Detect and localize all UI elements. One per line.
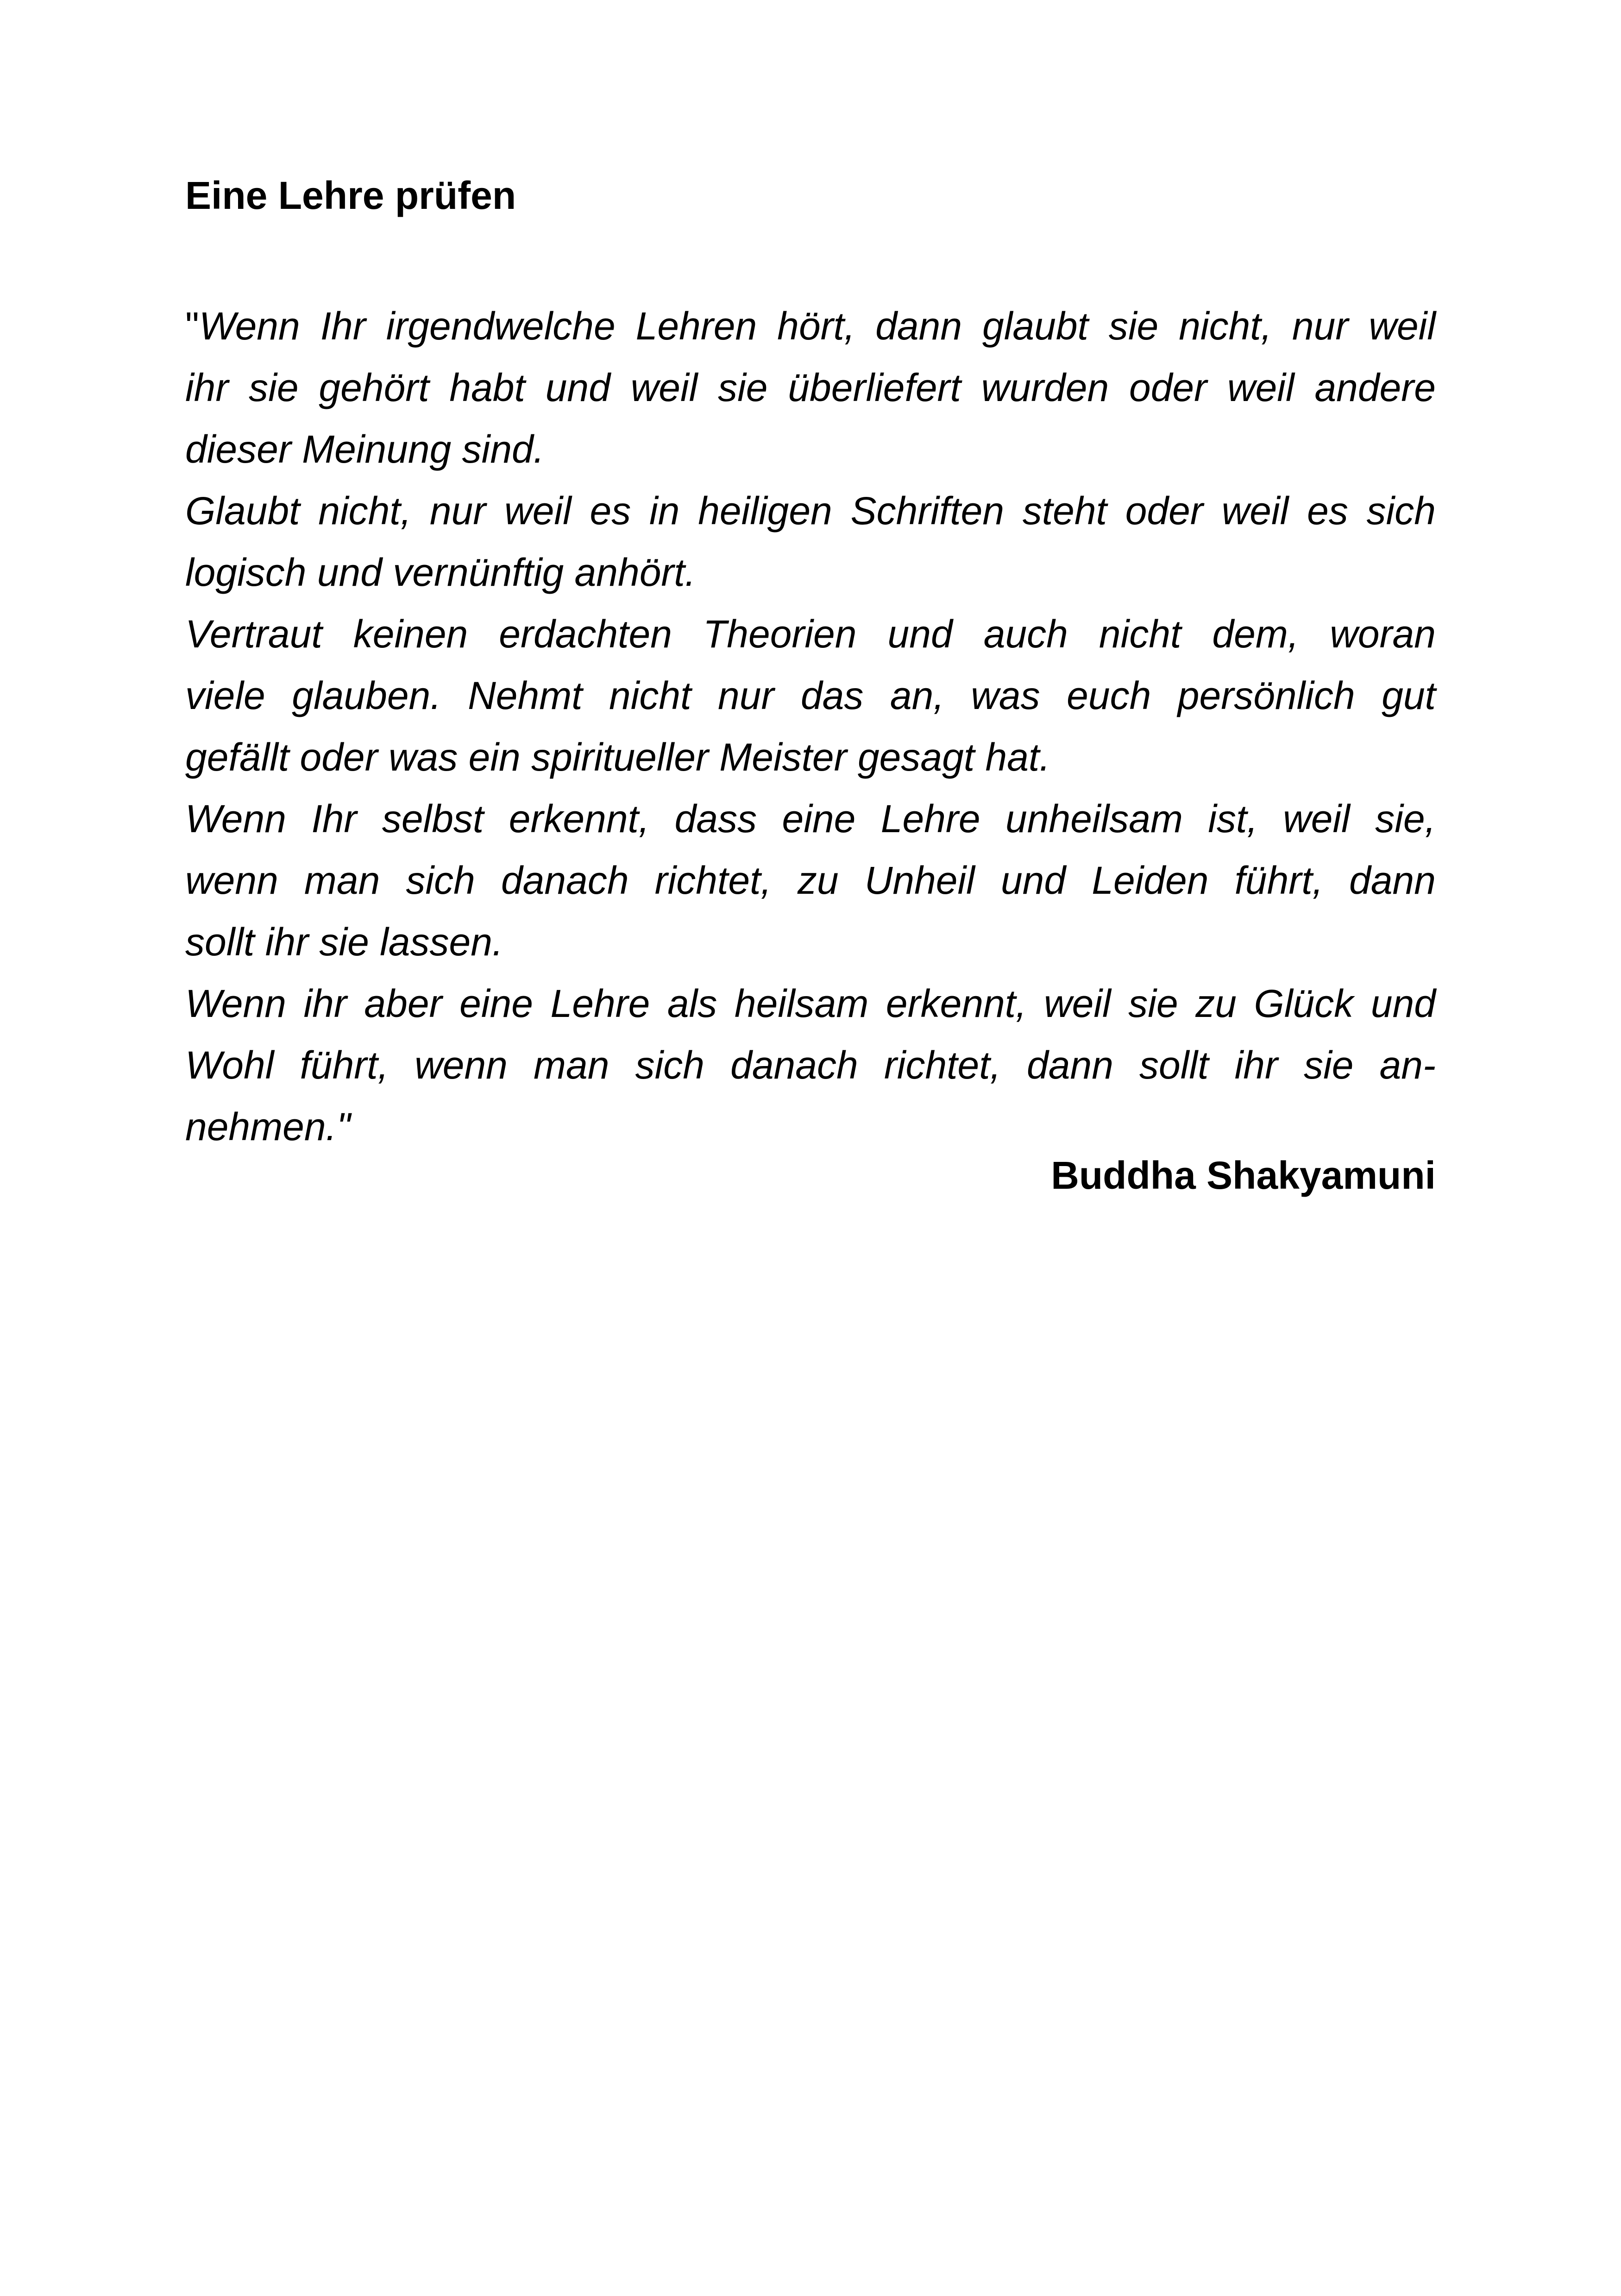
quote-line: ihr sie gehört habt und weil sie überliefert wurden oder weil andere — [185, 366, 1436, 409]
quote-author: Buddha Shakyamuni — [1051, 1154, 1436, 1197]
quote-line — [185, 295, 1436, 357]
quote-line: sollt ihr sie lassen. — [185, 920, 503, 964]
quote-line: dieser Meinung sind. — [185, 427, 545, 471]
document-title: Eine Lehre prüfen — [185, 174, 516, 217]
quote-line-text: Wenn Ihr irgendwelche Lehren hört, dann glaubt sie nicht, nur weil — [199, 304, 1436, 348]
quote-line: Glaubt nicht, nur weil es in heiligen Schriften steht oder weil es sich — [185, 489, 1436, 533]
quote-line: Wohl führt, wenn man sich danach richtet, dann sollt ihr sie an- — [185, 1043, 1436, 1087]
quote-line: Wenn Ihr selbst erkennt, dass eine Lehre unheilsam ist, weil sie, — [185, 797, 1436, 841]
quote-line: viele glauben. Nehmt nicht nur das an, was euch persönlich gut — [185, 674, 1436, 717]
quote-line: Vertraut keinen erdachten Theorien und auch nicht dem, woran — [185, 612, 1436, 656]
quote-line: wenn man sich danach richtet, zu Unheil und Leiden führt, dann — [185, 859, 1436, 902]
quote-line: gefällt oder was ein spiritueller Meister gesagt hat. — [185, 735, 1050, 779]
quote-open-mark: " — [185, 304, 199, 348]
quote-line: nehmen." — [185, 1105, 351, 1148]
quote-block — [185, 295, 1436, 1158]
quote-line: logisch und vernünftig anhört. — [185, 551, 696, 594]
quote-line: Wenn ihr aber eine Lehre als heilsam erkennt, weil sie zu Glück und — [185, 982, 1436, 1025]
